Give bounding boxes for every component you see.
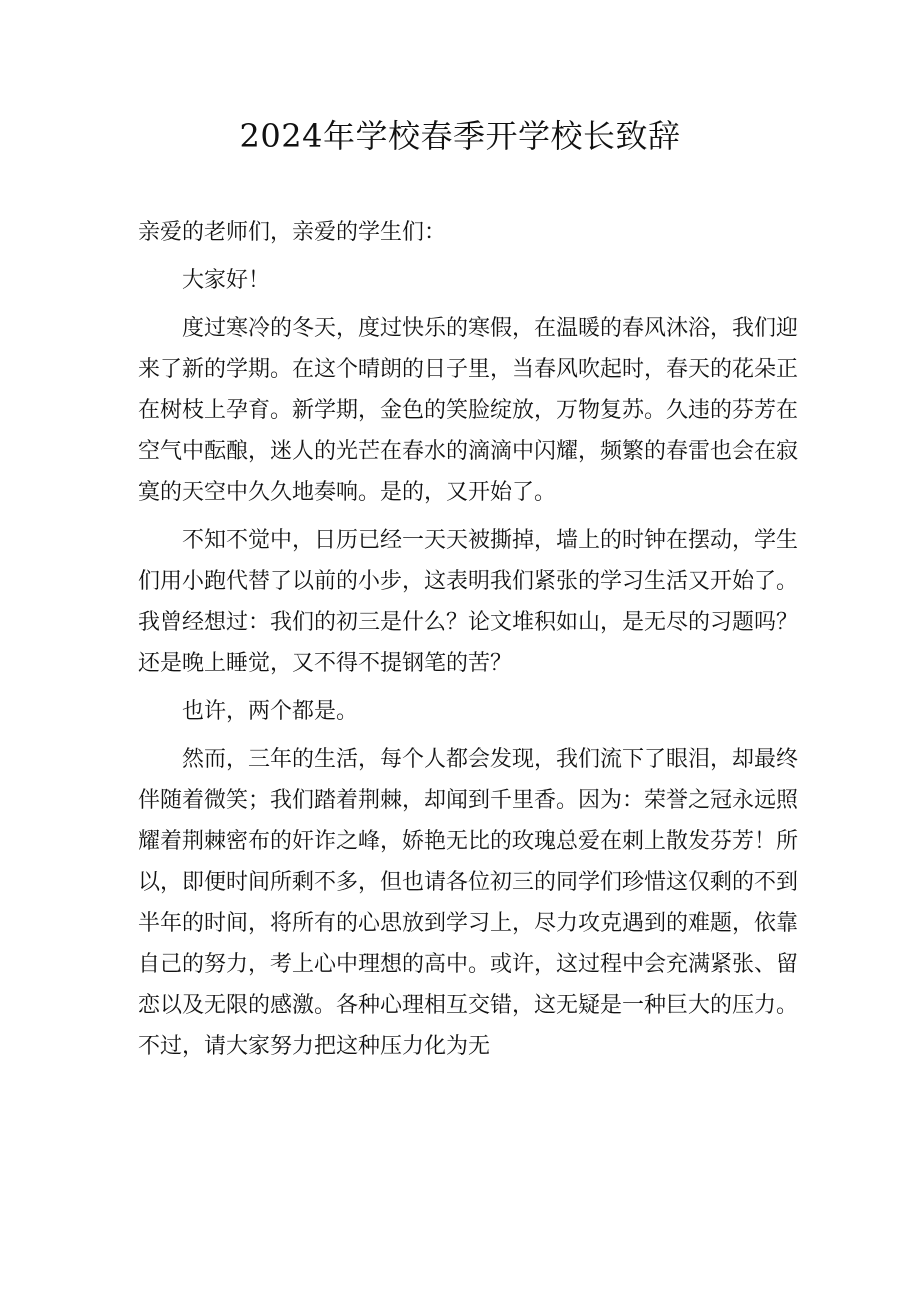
document-body: [138, 212, 798, 1074]
salutation: 亲爱的老师们，亲爱的学生们：: [138, 220, 447, 245]
paragraph-1: 度过寒冷的冬天，度过快乐的寒假，在温暖的春风沐浴，我们迎来了新的学期。在这个晴朗的日子里，当春风吹起时，春天的花朵正在树枝上孕育。新学期，金色的笑脸绽放，万物复苏。久违的芬芳在空气中酝酿，迷人的光芒在春水的滴滴中闪耀，频繁的春雷也会在寂寞的天空中久久地奏响。是的，又开始了。: [138, 316, 799, 505]
document-title: 2024年学校春季开学校长致辞: [239, 117, 681, 155]
paragraph-3: 也许，两个都是。: [182, 699, 359, 724]
paragraph-4: 然而，三年的生活，每个人都会发现，我们流下了眼泪，却最终伴随着微笑；我们踏着荆棘，却闻到千里香。因为：荣誉之冠永远照耀着荆棘密布的奸诈之峰，娇艳无比的玫瑰总爱在刺上散发芬芳！所以，即便时间所剩不多，但也请各位初三的同学们珍惜这仅剩的不到半年的时间，将所有的心思放到学习上，尽力攻克遇到的难题，依靠自己的努力，考上心中理想的高中。或许，这过程中会充满紧张、留恋以及无限的感激。各种心理相互交错，这无疑是一种巨大的压力。不过，请大家努力把这种压力化为无: [138, 747, 799, 1059]
greeting: 大家好！: [182, 268, 271, 293]
paragraph-2: 不知不觉中，日历已经一天天被撕掉，墙上的时钟在摆动，学生们用小跑代替了以前的小步，这表明我们紧张的学习生活又开始了。我曾经想过：我们的初三是什么？论文堆积如山，是无尽的习题吗？还是晚上睡觉，又不得不提钢笔的苦？: [138, 528, 799, 676]
